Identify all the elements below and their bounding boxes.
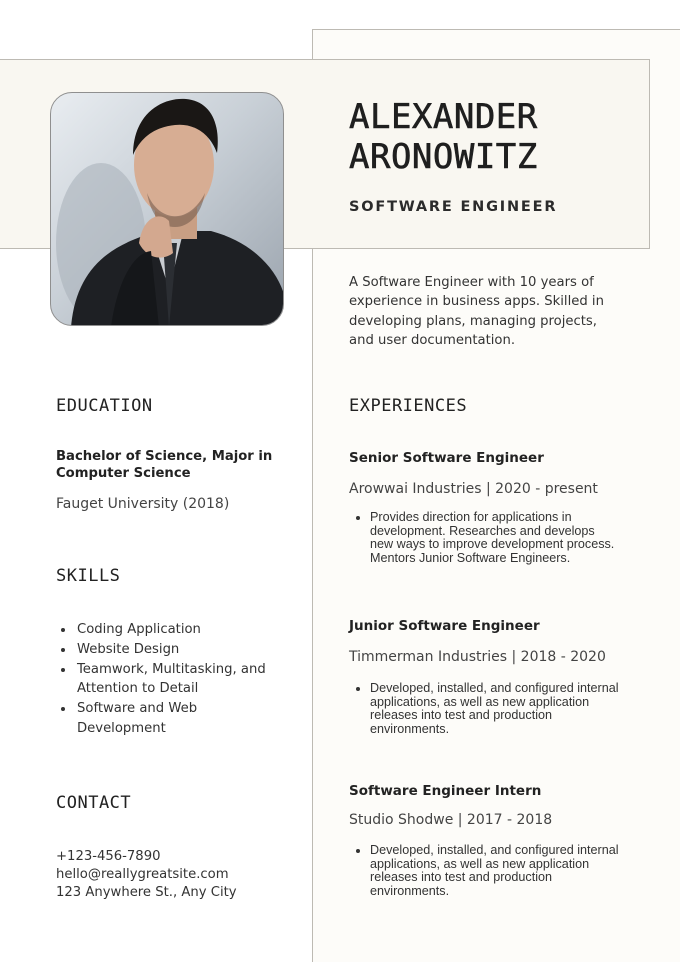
- job-company-dates: Studio Shodwe | 2017 - 2018: [349, 812, 553, 828]
- job-title: Junior Software Engineer: [349, 618, 540, 634]
- experiences-heading: EXPERIENCES: [349, 396, 468, 416]
- name-last: ARONOWITZ: [349, 137, 538, 177]
- job-description: [349, 511, 619, 566]
- education-degree: Bachelor of Science, Major in Computer Science: [56, 449, 273, 481]
- candidate-name: [349, 97, 538, 177]
- contact-phone: +123-456-7890: [56, 849, 161, 864]
- job-description: [349, 844, 619, 899]
- job-company-dates: Arowwai Industries | 2020 - present: [349, 481, 598, 497]
- job-role: SOFTWARE ENGINEER: [349, 199, 558, 215]
- job-description: [349, 682, 619, 737]
- contact-address: 123 Anywhere St., Any City: [56, 884, 237, 900]
- skill-item: Teamwork, Multitasking, and Attention to Detail: [56, 660, 276, 700]
- job-description-item: Developed, installed, and configured internal applications, as well as new application releases into test and production environments.: [349, 682, 619, 737]
- name-first: ALEXANDER: [349, 97, 538, 137]
- skill-item: Coding Application: [56, 620, 276, 640]
- job-company-dates: Timmerman Industries | 2018 - 2020: [349, 649, 606, 665]
- job-title: Senior Software Engineer: [349, 450, 544, 466]
- skills-heading: SKILLS: [56, 566, 121, 586]
- skill-item: Website Design: [56, 640, 276, 660]
- profile-photo: [50, 92, 284, 326]
- skill-item: Software and Web Development: [56, 699, 276, 739]
- profile-summary: A Software Engineer with 10 years of experience in business apps. Skilled in developing plans, managing projects, and user documentation.: [349, 275, 604, 348]
- job-title: Software Engineer Intern: [349, 783, 542, 799]
- education-heading: EDUCATION: [56, 396, 153, 416]
- contact-email: hello@reallygreatsite.com: [56, 866, 229, 882]
- skills-list: [56, 620, 276, 739]
- education-school: Fauget University (2018): [56, 496, 230, 512]
- job-description-item: Developed, installed, and configured internal applications, as well as new application releases into test and production environments.: [349, 844, 619, 899]
- contact-details: [56, 848, 237, 901]
- contact-heading: CONTACT: [56, 793, 132, 813]
- job-description-item: Provides direction for applications in development. Researches and develops new ways to improve development process. Mentors Junior Software Engineers.: [349, 511, 619, 566]
